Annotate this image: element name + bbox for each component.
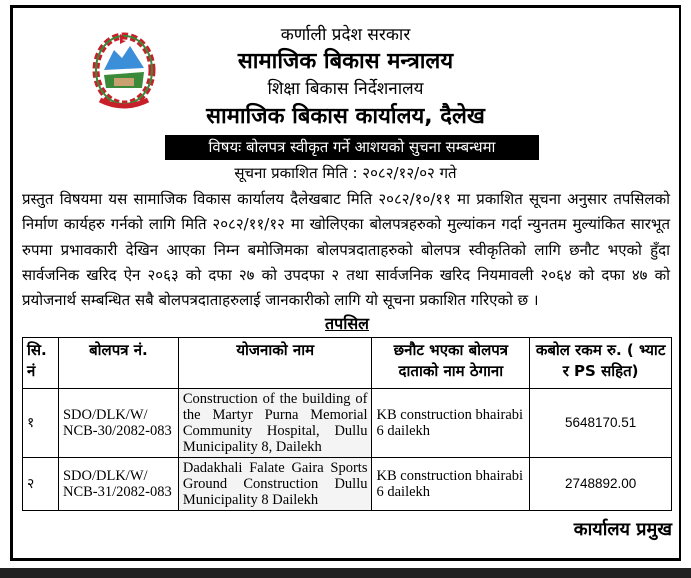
notice-content bbox=[22, 187, 672, 543]
directorate-name: शिक्षा बिकास निर्देशनालय bbox=[267, 79, 424, 99]
table-header-row bbox=[23, 338, 672, 389]
cell-sn: १ bbox=[23, 389, 59, 458]
office-name: सामाजिक बिकास कार्यालय, दैलेख bbox=[206, 104, 485, 129]
cell-bidder: KB construction bhairabi 6 dailekh bbox=[372, 458, 530, 511]
cell-sn: २ bbox=[23, 458, 59, 511]
subject-banner: विषयः बोलपत्र स्वीकृत गर्ने आशयको सुचना सम्बन्धमा bbox=[165, 135, 539, 160]
published-date: सूचना प्रकाशित मिति : २०८२/१२/०२ गते bbox=[234, 164, 457, 182]
cell-project: Dadakhali Falate Gaira Sports Ground Construction Dullu Municipality 8 Dailekh bbox=[178, 458, 372, 511]
cell-bid-no: SDO/DLK/W/ NCB-31/2082-083 bbox=[58, 458, 178, 511]
bid-table bbox=[22, 337, 672, 511]
signature-office-chief: कार्यालय प्रमुख bbox=[573, 519, 672, 541]
header-bidder: छनौट भएका बोलपत्र दाताको नाम ठेगाना bbox=[372, 338, 530, 389]
cell-amount: 2748892.00 bbox=[530, 458, 672, 511]
header-project: योजनाको नाम bbox=[178, 338, 372, 389]
cell-project: Construction of the building of the Martyr Purna Memorial Community Hospital, Dullu Municipality 8, Dailekh bbox=[178, 389, 372, 458]
cell-amount: 5648170.51 bbox=[530, 389, 672, 458]
table-row bbox=[23, 458, 672, 511]
cell-bid-no: SDO/DLK/W/ NCB-30/2082-083 bbox=[58, 389, 178, 458]
header-sn: सि. नं bbox=[23, 338, 59, 389]
notice-body: प्रस्तुत विषयमा यस सामाजिक विकास कार्यालय दैलेखबाट मिति २०८२/१०/११ मा प्रकाशित सूचना अनुसार तपसिलको निर्माण कार्यहरु गर्नको लागि मिति २०८२/११/१२ मा खोलिएका बोलपत्रहरुको मुल्यांकन गर्दा न्युनतम मुल्यांकित सारभूत रुपमा प्रभावकारी देखिन आएका निम्न बमोजिमका बोलपत्रदाताहरुको बोलपत्र स्वीकृतिको लागि छनौट भएको हुँदा सार्वजनिक खरिद ऐन २०६३ को दफा २७ को उपदफा २ तथा सार्वजनिक खरिद नियमावली २०६४ को दफा ४७ को प्रयोजनार्थ सम्बन्धित सबै बोलपत्रदाताहरुलाई जानकारीको लागि यो सूचना प्रकाशित गरिएको छ । bbox=[22, 190, 670, 310]
cell-bidder: KB construction bhairabi 6 dailekh bbox=[372, 389, 530, 458]
province-government: कर्णाली प्रदेश सरकार bbox=[280, 25, 411, 45]
header-amount: कबोल रकम रु. ( भ्याट र PS सहित) bbox=[530, 338, 672, 389]
table-title: तपसिल bbox=[324, 314, 370, 334]
header-bid-no: बोलपत्र नं. bbox=[58, 338, 178, 389]
ministry-name: सामाजिक बिकास मन्त्रालय bbox=[237, 49, 454, 74]
bottom-band bbox=[0, 568, 691, 578]
table-row bbox=[23, 389, 672, 458]
